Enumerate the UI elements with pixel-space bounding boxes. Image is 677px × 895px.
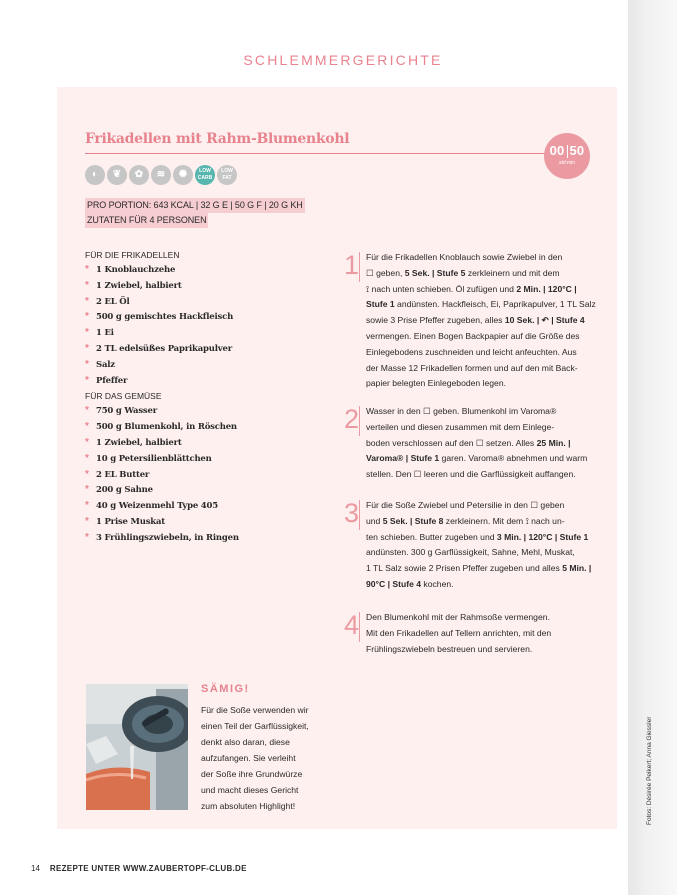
step-divider <box>359 406 360 436</box>
timer-badge <box>544 133 590 179</box>
tip-line: aufzufangen. Sie verleiht <box>201 753 296 763</box>
no-egg-icon: ◐ <box>85 165 105 185</box>
ingredient-item: * 500 g Blumenkohl, in Röschen <box>85 419 325 435</box>
ingredient-item: * 1 Ei <box>85 325 325 341</box>
bullet-star-icon: * <box>85 436 89 448</box>
bullet-star-icon: * <box>85 405 89 417</box>
page-number: 14 <box>31 864 40 873</box>
tip-text <box>201 702 326 814</box>
page-footer <box>31 864 247 873</box>
step-text: Für die Soße Zwiebel und Petersilie in den ☐ geben und 5 Sek. | Stufe 8 zerkleinern. Mit dem ⟟ nach un- ten schieben. Butter zugeben und 3 Min. | 120°C | Stufe 1 andünsten. 300 g Garflüssigkeit, Sahne, Mehl, Muskat, 1 TL Salz sowie 2 Prisen Pfeffer zugeben und alles 5 Min. | 90°C | Stufe 4 kochen. <box>366 500 592 589</box>
ingredient-item: * 2 TL edelsüßes Paprikapulver <box>85 341 325 357</box>
ingredient-item: * 750 g Wasser <box>85 403 325 419</box>
photo-credit: Fotos: Désirée Peikert; Anna Giessler <box>646 716 653 825</box>
bullet-star-icon: * <box>85 279 89 291</box>
step-4 <box>344 610 589 665</box>
tip-line: einen Teil der Garflüssigkeit, <box>201 721 309 731</box>
step-text: Für die Frikadellen Knoblauch sowie Zwiebel in den ☐ geben, 5 Sek. | Stufe 5 zerkleinern und mit dem ⟟ nach unten schieben. Öl zufügen und 2 Min. | 120°C | Stufe 1 andünsten. Hackfleisch, Ei, Paprikapulver, 1 TL Salz sowie 3 Prise Pfeffer zugeben, alles 10 Sek. | ↶ | Stufe 4 vermengen. Einen Bogen Backpapier auf die Größe des Einlegebodens zuschneiden und leicht anfeuchten. Aus der Masse 12 Frikadellen formen und auf den mit Back- papier belegten Einlegeboden legen. <box>366 252 596 389</box>
ingredient-group-label: FÜR DAS GEMÜSE <box>85 391 162 402</box>
tip-line: zum absoluten Highlight! <box>201 801 296 811</box>
ingredient-item: * 10 g Petersilienblättchen <box>85 451 325 467</box>
servings-line: ZUTATEN FÜR 4 PERSONEN <box>85 213 208 228</box>
bullet-star-icon: * <box>85 531 89 543</box>
step-number: 4 <box>344 610 360 640</box>
tip-line: Für die Soße verwenden wir <box>201 705 309 715</box>
step-3 <box>344 498 592 598</box>
bullet-star-icon: * <box>85 515 89 527</box>
tip-line: und macht dieses Gericht <box>201 785 299 795</box>
recipe-title: Frikadellen mit Rahm-Blumenkohl <box>85 131 350 147</box>
step-text: Den Blumenkohl mit der Rahmsoße vermengen. Mit den Frikadellen auf Tellern anrichten, mit den Frühlingszwiebeln bestreuen und servieren. <box>366 612 552 654</box>
timer-unit: std:min <box>558 160 576 166</box>
step-number: 3 <box>344 498 360 528</box>
bullet-star-icon: * <box>85 295 89 307</box>
ingredient-item: * Salz <box>85 357 325 373</box>
no-dairy-icon: ≋ <box>151 165 171 185</box>
vegetable-icon: ❦ <box>107 165 127 185</box>
ingredient-item: * Pfeffer <box>85 373 325 389</box>
step-text: Wasser in den ☐ geben. Blumenkohl im Varoma® verteilen und diesen zusammen mit dem Einlege- boden verschlossen auf den ☐ setzen. Alles 25 Min. | Varoma® | Stufe 1 garen. Varoma® abnehmen und warm stellen. Den ☐ leeren und die Garflüssigkeit auffangen. <box>366 406 588 480</box>
no-wheat-icon: ✿ <box>129 165 149 185</box>
bullet-star-icon: * <box>85 468 89 480</box>
nutrition-info <box>85 198 305 228</box>
ingredient-group-label: FÜR DIE FRIKADELLEN <box>85 250 180 260</box>
timer-minutes: 50 <box>569 143 585 158</box>
ingredient-item: * 2 EL Butter <box>85 467 325 483</box>
bullet-star-icon: * <box>85 452 89 464</box>
ingredient-item: * 1 Zwiebel, halbiert <box>85 435 325 451</box>
step-divider <box>359 612 360 642</box>
ingredient-item: * 500 g gemischtes Hackfleisch <box>85 309 325 325</box>
bullet-star-icon: * <box>85 358 89 370</box>
ingredient-item: * 200 g Sahne <box>85 482 325 498</box>
title-divider <box>85 153 547 154</box>
bullet-star-icon: * <box>85 421 89 433</box>
section-title: SCHLEMMERGERICHTE <box>243 52 443 68</box>
bullet-star-icon: * <box>85 484 89 496</box>
tip-line: denkt also daran, diese <box>201 737 290 747</box>
step-number: 2 <box>344 404 360 434</box>
step-divider <box>359 500 360 530</box>
bullet-star-icon: * <box>85 327 89 339</box>
tip-photo <box>86 684 188 810</box>
ingredient-item: * 1 Zwiebel, halbiert <box>85 278 325 294</box>
ingredient-item: * 40 g Weizenmehl Type 405 <box>85 498 325 514</box>
ingredients-list <box>85 248 325 546</box>
step-divider <box>359 252 360 282</box>
ingredient-item: * 1 Knoblauchzehe <box>85 262 325 278</box>
ingredient-item: * 2 EL Öl <box>85 294 325 310</box>
bullet-star-icon: * <box>85 342 89 354</box>
pouring-sauce-illustration <box>86 684 188 810</box>
nut-icon: ✺ <box>173 165 193 185</box>
timer-hours: 00 <box>549 143 565 158</box>
bullet-star-icon: * <box>85 311 89 323</box>
step-2 <box>344 404 589 489</box>
low-fat-icon: LOW FAT <box>217 165 237 185</box>
bullet-star-icon: * <box>85 500 89 512</box>
low-carb-icon: LOW CARB <box>195 165 215 185</box>
ingredient-item: * 3 Frühlingszwiebeln, in Ringen <box>85 530 325 546</box>
ingredient-item: * 1 Prise Muskat <box>85 514 325 530</box>
bullet-star-icon: * <box>85 374 89 386</box>
tip-title: SÄMIG! <box>201 683 250 695</box>
step-1 <box>344 250 596 395</box>
bullet-star-icon: * <box>85 264 89 275</box>
step-number: 1 <box>344 250 360 280</box>
nutrition-line: PRO PORTION: 643 KCAL | 32 G E | 50 G F | 20 G KH <box>85 198 305 213</box>
tip-line: der Soße ihre Grundwürze <box>201 769 303 779</box>
footer-link[interactable]: REZEPTE UNTER WWW.ZAUBERTOPF-CLUB.DE <box>49 864 247 873</box>
